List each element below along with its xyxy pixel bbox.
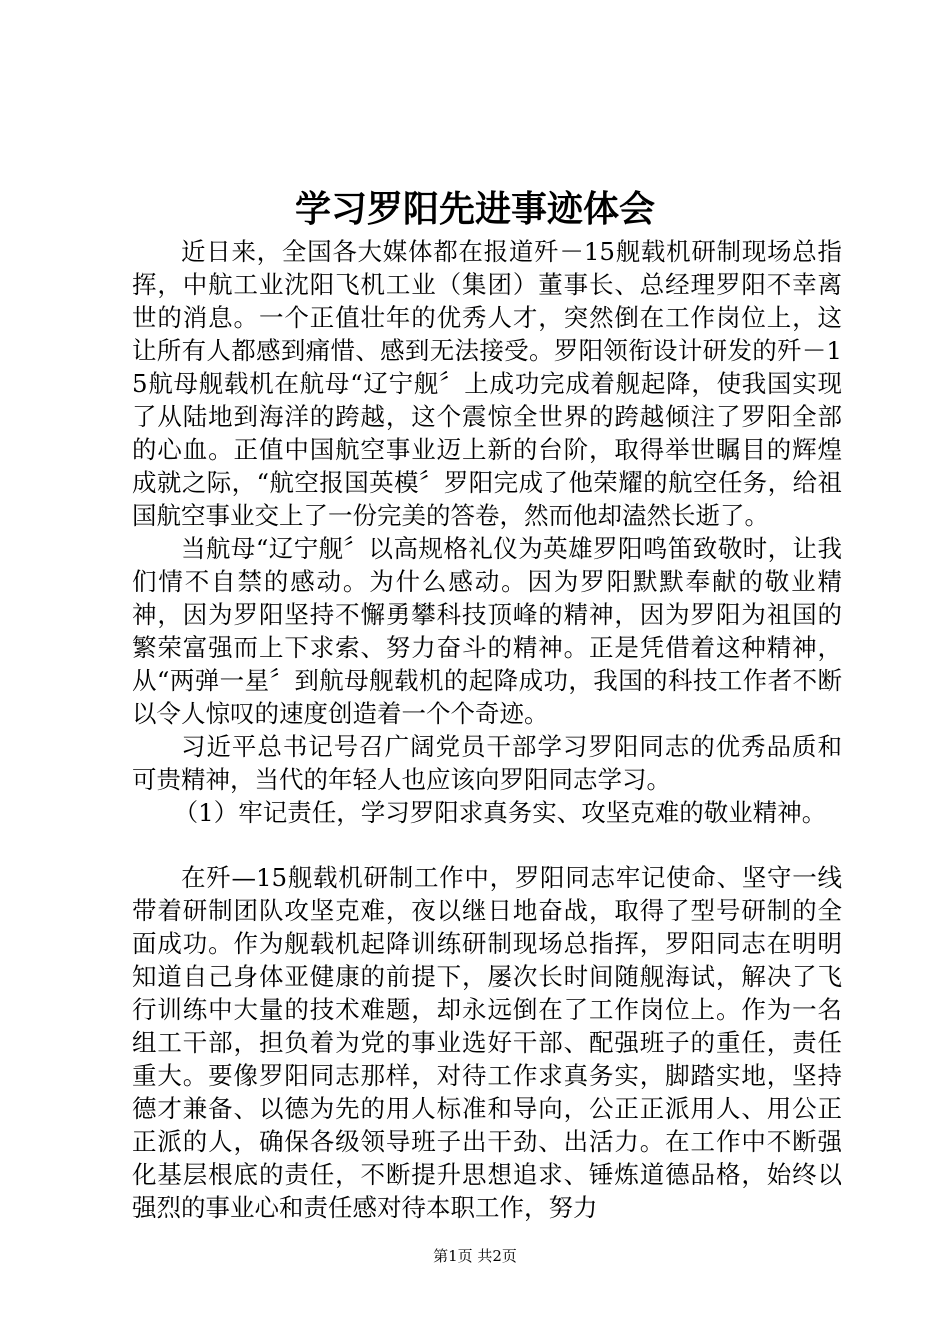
document-body <box>132 235 842 1224</box>
document-title: 学习罗阳先进事迹体会 <box>294 188 655 230</box>
page-number-footer: 第1页 共2页 <box>433 1247 517 1265</box>
paragraph-2: 当航母“辽宁舰〞以高规格礼仪为英雄罗阳鸣笛致敬时，让我们情不自禁的感动。为什么感动。因为罗阳默默奉献的敬业精神，因为罗阳坚持不懈勇攀科技顶峰的精神，因为罗阳为祖国的繁荣富强而上下求索、努力奋斗的精神。正是凭借着这种精神，从“两弹一星〞到航母舰载机的起降成功，我国的科技工作者不断以令人惊叹的速度创造着一个个奇迹。 <box>132 534 842 728</box>
section-heading: （1）牢记责任，学习罗阳求真务实、攻坚克难的敬业精神。 <box>173 798 827 827</box>
paragraph-4: 在歼—15舰载机研制工作中，罗阳同志牢记使命、坚守一线带着研制团队攻坚克难，夜以继日地奋战，取得了型号研制的全面成功。作为舰载机起降训练研制现场总指挥，罗阳同志在明明知道自己身体亚健康的前提下，屡次长时间随舰海试，解决了飞行训练中大量的技术难题，却永远倒在了工作岗位上。作为一名组工干部，担负着为党的事业选好干部、配强班子的重任，责任重大。要像罗阳同志那样，对待工作求真务实，脚踏实地，坚持德才兼备、以德为先的用人标准和导向，公正正派用人、用公正正派的人，确保各级领导班子出干劲、出活力。在工作中不断强化基层根底的责任，不断提升思想追求、锤炼道德品格，始终以强烈的事业心和责任感对待本职工作，努力 <box>132 863 842 1222</box>
paragraph-1: 近日来，全国各大媒体都在报道歼－15舰载机研制现场总指挥，中航工业沈阳飞机工业（集团）董事长、总经理罗阳不幸离世的消息。一个正值壮年的优秀人才，突然倒在工作岗位上，这让所有人都感到痛惜、感到无法接受。罗阳领衔设计研发的歼－15航母舰载机在航母“辽宁舰〞上成功完成着舰起降，使我国实现了从陆地到海洋的跨越，这个震惊全世界的跨越倾注了罗阳全部的心血。正值中国航空事业迈上新的台阶，取得举世瞩目的辉煌成就之际，“航空报国英模〞罗阳完成了他荣耀的航空任务，给祖国航空事业交上了一份完美的答卷，然而他却溘然长逝了。 <box>132 237 842 530</box>
paragraph-3: 习近平总书记号召广阔党员干部学习罗阳同志的优秀品质和可贵精神，当代的年轻人也应该向罗阳同志学习。 <box>132 732 842 794</box>
